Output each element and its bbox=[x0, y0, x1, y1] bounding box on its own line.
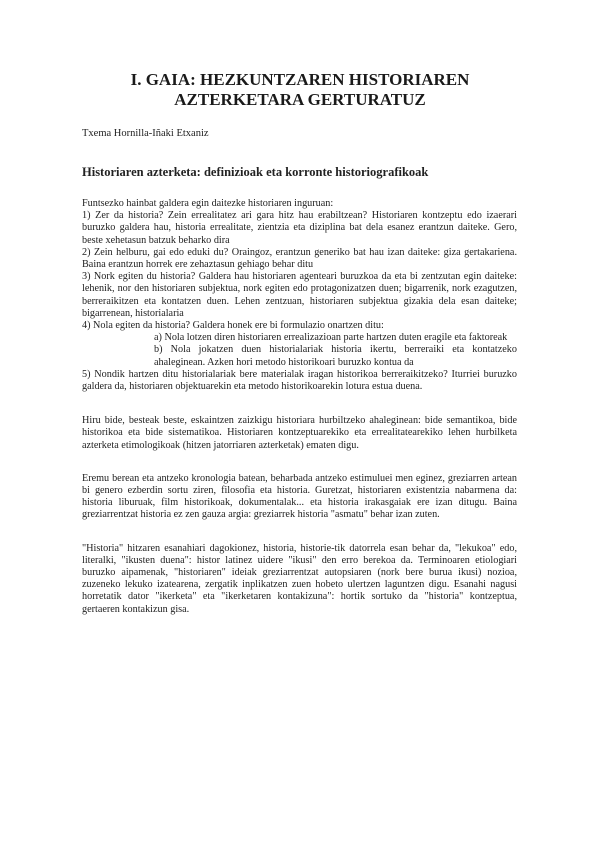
spacer bbox=[82, 393, 517, 415]
spacer bbox=[82, 452, 517, 473]
spacer bbox=[82, 522, 517, 543]
paragraph-1: Hiru bide, besteak beste, eskaintzen zaizkigu historiara hurbiltzeko ahaleginean: bide semantikoa, bide historikoa eta bide sistematikoa. Historiaren kontzeptuarekiko eta errealitatearekiko lehen hurbilketa azterketa etimologikoak (hitzen jatorriaren azterketak) ematen digu. bbox=[82, 415, 517, 451]
authors: Txema Hornilla-Iñaki Etxaniz bbox=[82, 128, 209, 139]
title-line-1: I. GAIA: HEZKUNTZAREN HISTORIAREN bbox=[130, 70, 470, 89]
question-1: 1) Zer da historia? Zein errealitatez ari gara hitz hau erabiltzean? Historiaren kontzeptu edo izaerari buruzko galdera hau, historia errealitate, zientzia eta diziplina bat dela esanez erantzun daiteke. Gero, beste xehetasun batzuk beharko dira bbox=[82, 210, 517, 246]
intro-paragraph: Funtsezko hainbat galdera egin daitezke historiaren inguruan: bbox=[82, 198, 334, 209]
question-5: 5) Nondik hartzen ditu historialariak bere materialak iragan historikoa berreraikitzeko? Iturriei buruzko galdera da, historiaren objektuarekin eta metodo historikoarekin lotura estua duena. bbox=[82, 368, 517, 393]
subquestion-b: b) Nola jokatzen duen historialariak historia ikertu, berreraiki eta kontatzeko ahaleginean. Azken hori metodo historikoari buruzko kontua da bbox=[154, 344, 517, 368]
document-body bbox=[82, 198, 517, 616]
subquestion-a: a) Nola lotzen diren historiaren errealizazioan parte hartzen duten eragile eta faktoreak bbox=[154, 332, 508, 344]
question-2: 2) Zein helburu, gai edo eduki du? Oraingoz, erantzun generiko bat hau izan daiteke: giza gertakariena. Baina erantzun horrek ere zehaztasun gehiago behar ditu bbox=[82, 246, 517, 271]
paragraph-2: Eremu berean eta antzeko kronologia batean, beharbada antzeko estimuluei men eginez, greziarren artean bi genero ezberdin sortu ziren, filosofia eta historia. Guretzat, historiaren existentzia nabarmena da: historia liburuak, film historikoak, dokumentalak... eta historia irakasgaiak ere izan ditugu. Baina greziarrentzat historia ez zen gauza argia: greziarrek historia "asmatu" behar izan zuten. bbox=[82, 472, 517, 521]
question-3: 3) Nork egiten du historia? Galdera hau historiaren agenteari buruzkoa da eta bi zentzutan egin daiteke: lehenik, nor den historiaren subjektua, nork egiten edo protagonizatzen duen; bigarrenik, nork ezagutzen, berreraikitzen eta kontatzen duen. Lehen zentzuan, historiaren subjektua gizakia dela esan daiteke; bigarrenean, historialaria bbox=[82, 271, 517, 319]
section-heading: Historiaren azterketa: definizioak eta korronte historiografikoak bbox=[82, 165, 429, 179]
question-4: 4) Nola egiten da historia? Galdera honek ere bi formulazio onartzen ditu: bbox=[82, 320, 384, 332]
page-title bbox=[60, 70, 540, 110]
paragraph-3: "Historia" hitzaren esanahiari dagokionez, historia, historie-tik datorrela esan behar da, "lekukoa" edo, literalki, "ikusten duena": histor latinez uidere "ikusi" den erro berekoa da. Terminoaren etiologiari buruzko aipamenak, "historiaren" ideiak greziarrentzat autopsiaren (nork bere burua ikusi) nozioa, zuzeneko lekuko izatearena, zergatik inplikatzen zuen hobeto ulertzen laguntzen digu. Esanahi nagusi horretatik dator "ikerketa" eta "ikerketaren kontakizuna": hortik sortuko da "historia" kontzeptua, gertaeren kontakizun gisa. bbox=[82, 542, 517, 615]
title-line-2: AZTERKETARA GERTURATUZ bbox=[174, 90, 426, 109]
